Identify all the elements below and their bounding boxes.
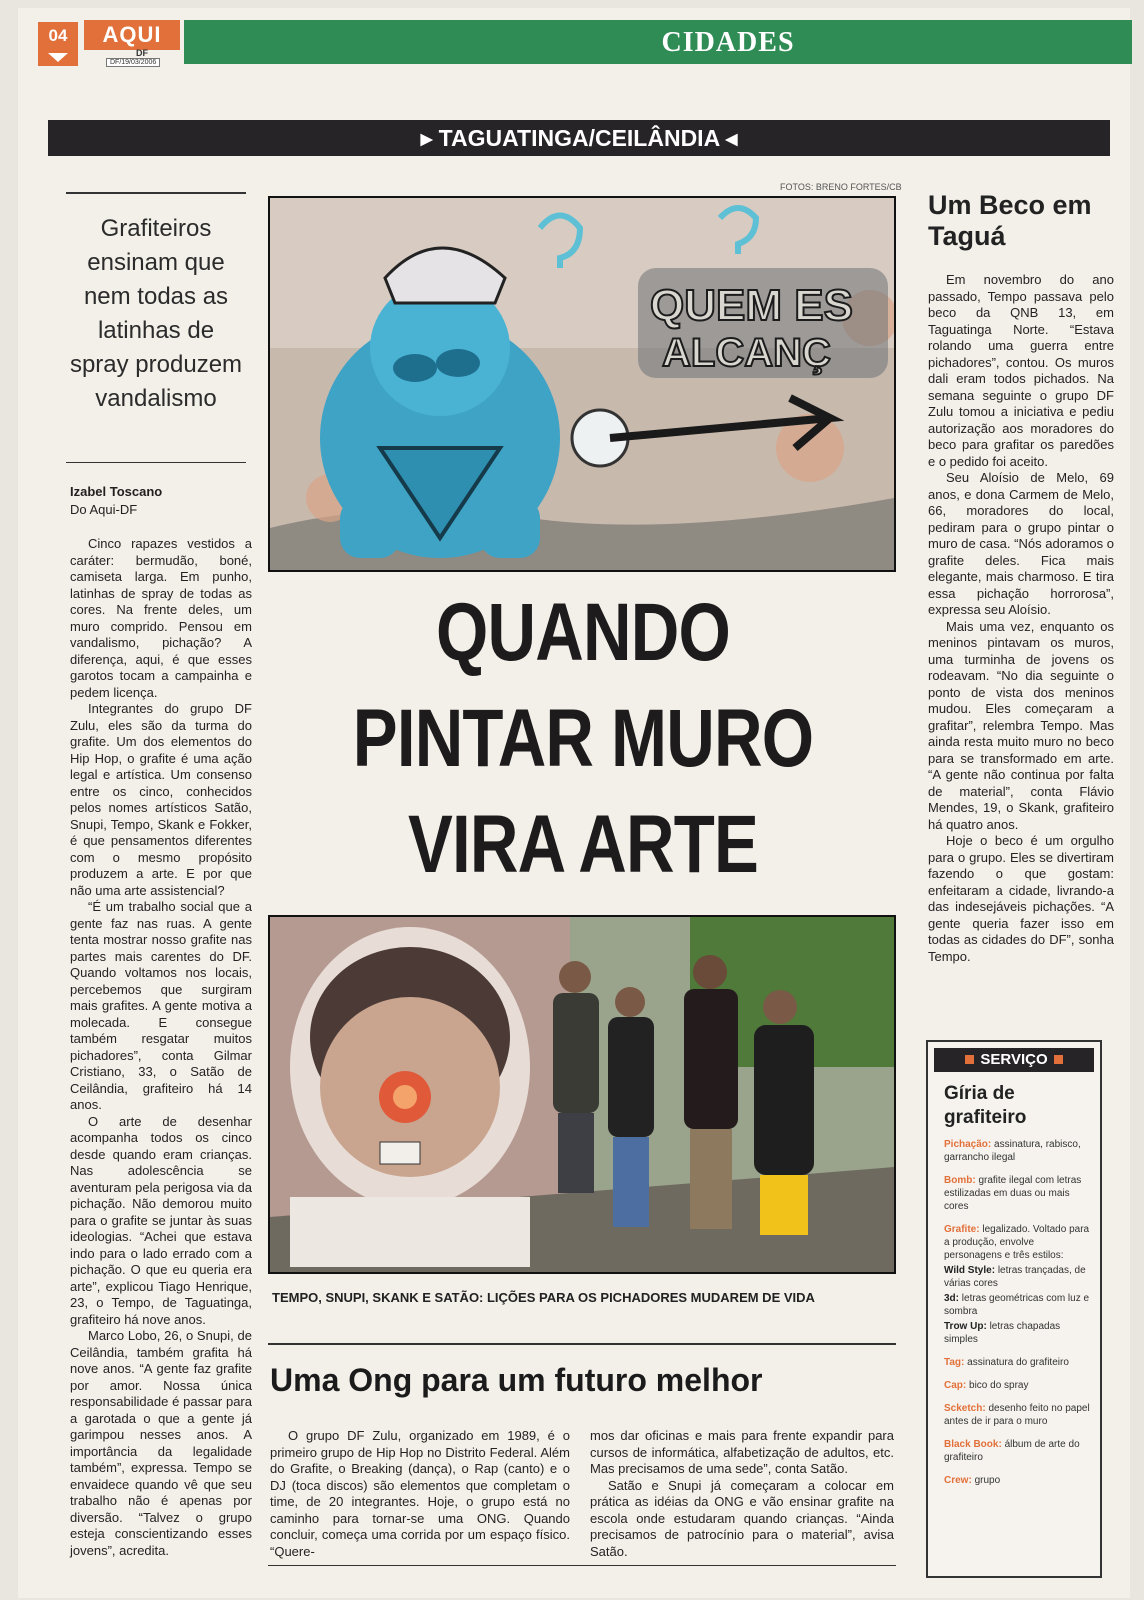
paragraph: Cinco rapazes vestidos a caráter: bermudão, boné, camiseta larga. Em punho, latinhas de spray de todas as cores. Na frente deles, um muro comprido. Pensou em vandalismo, pichação? A diferença, aqui, é que esses garotos tocam a campainha e pedem licença.: [70, 536, 252, 700]
logo-word: AQUI: [84, 20, 180, 50]
graffiti-text-1: QUEM ES: [650, 281, 853, 330]
headline-line: PINTAR MURO: [352, 693, 814, 784]
graffiti-photo: [268, 196, 896, 572]
glossary-definition: legalizado. Voltado para a produção, envolve personagens e três estilos:: [944, 1224, 1090, 1261]
bottom-col-2: [590, 1428, 894, 1560]
issue-date: DF/19/03/2006: [106, 58, 160, 67]
page-number-badge: [38, 22, 78, 66]
glossary-item: [944, 1174, 1094, 1213]
bottom-article-rule: [268, 1343, 896, 1345]
newspaper-logo: [84, 20, 180, 66]
glossary-item: [944, 1474, 1094, 1487]
paragraph: O arte de desenhar acompanha todos os cinco desde quando eram crianças. Nas adolescência se aventuram pela perigosa via da pichação. Não demorou muito para o grafite se juntar às suas ideologias. “Achei que estava indo para o lado errado com a pichação. O que eu queria era arte”, explicou Tiago Henrique, 23, o Tempo, de Taguatinga, grafiteiro há nove anos.: [70, 1113, 252, 1327]
graffiti-illustration: [270, 198, 894, 570]
glossary-item: [944, 1379, 1094, 1392]
glossary-list: [944, 1138, 1094, 1497]
glossary-definition: bico do spray: [969, 1380, 1029, 1391]
glossary-definition: grafite ilegal com letras estilizadas em duas ou mais cores: [944, 1175, 1082, 1212]
glossary-term: 3d:: [944, 1293, 959, 1304]
photo-caption: TEMPO, SNUPI, SKANK E SATÃO: LIÇÕES PARA OS PICHADORES MUDAREM DE VIDA: [272, 1290, 815, 1305]
logo-sub: DF: [136, 48, 148, 58]
servico-label: SERVIÇO: [980, 1051, 1048, 1068]
glossary-definition: letras trançadas, de várias cores: [944, 1265, 1086, 1289]
glossary-item: [944, 1264, 1094, 1290]
glossary-item: [944, 1320, 1094, 1346]
glossary-term: Black Book:: [944, 1439, 1002, 1450]
glossary-item: [944, 1292, 1094, 1318]
servico-tab: [934, 1048, 1094, 1072]
paragraph: O grupo DF Zulu, organizado em 1989, é o primeiro grupo de Hip Hop no Distrito Federal. Além do Grafite, o Breaking (dança), o Rap (canto) e o DJ (toca discos) são elementos que completam o time, de 20 integrantes. Hoje, o grupo está no caminho para tornar-se uma ONG. Quando concluir, começa uma corrida por um espaço físico. “Quere-: [270, 1428, 570, 1559]
glossary-definition: letras chapadas simples: [944, 1321, 1061, 1345]
square-icon: [965, 1055, 974, 1064]
page-number: 04: [48, 26, 68, 45]
article-deck: Grafiteiros ensinam que nem todas as latinhas de spray produzem vandalismo: [69, 215, 243, 412]
glossary-term: Scketch:: [944, 1403, 986, 1414]
glossary-term: Wild Style:: [944, 1265, 996, 1276]
bottom-end-rule: [268, 1565, 896, 1566]
glossary-item: [944, 1356, 1094, 1369]
paragraph: Marco Lobo, 26, o Snupi, de Ceilândia, também grafita há nove anos. “A gente faz grafite por amor. Nossa única responsabilidade é passar para a garotada o que a gente já garimpou nesses anos. A importância da legalidade também”, expressa. Tempo se envaidece quando vê que seu trabalho não é apenas por diversão. “Talvez o grupo esteja conscientizando esses jovens”, acredita.: [70, 1328, 252, 1558]
deck-bottom-rule: [66, 462, 246, 463]
glossary-item: [944, 1138, 1094, 1164]
paragraph: mos dar oficinas e mais para frente expandir para cursos de informática, alfabetização de adultos, etc. Mas precisamos de uma sede”, conta Satão.: [590, 1428, 894, 1476]
paragraph: Mais uma vez, enquanto os meninos pintavam os muros, uma turminha de jovens os rodeavam. “No dia seguinte o ponto de vista dos meninos mudou. Eles começaram a grafitar”, relembra Tempo. Mas ainda resta muito muro no beco para se transformado em arte. “A gente não continua por falta de material”, conta Flávio Mendes, 19, o Skank, grafiteiro há quatro anos.: [928, 618, 1114, 832]
section-header: [184, 20, 1132, 64]
paragraph: Integrantes do grupo DF Zulu, eles são da turma do grafite. Um dos elementos do Hip Hop, o grafite é uma ação legal e artística. Um consenso entre os cinco, conhecidos pelos nomes artísticos Satão, Snupi, Tempo, Skank e Fokker, é que pensamentos diferentes com o mesmo propósito produzem a arte. E por que não uma arte assistencial?: [70, 701, 252, 898]
glossary-definition: álbum de arte do grafiteiro: [944, 1439, 1080, 1463]
headline-line: VIRA ARTE: [407, 799, 758, 890]
paragraph: Seu Aloísio de Melo, 69 anos, e dona Carmem de Melo, 66, moradores do local, pediram para o grupo pintar o muro de casa. “Nós adoramos o grafite deles. Fica mais elegante, mais charmoso. E tira essa pichação horrorosa”, expressa seu Aloísio.: [928, 470, 1114, 617]
left-body-column: [70, 536, 252, 1559]
graffiti-text-2: ALCANÇ: [662, 331, 831, 375]
glossary-term: Cap:: [944, 1380, 967, 1391]
photo-credit: FOTOS: BRENO FORTES/CB: [780, 182, 902, 192]
glossary-term: Bomb:: [944, 1175, 976, 1186]
glossary-item: [944, 1402, 1094, 1428]
paragraph: Hoje o beco é um orgulho para o grupo. Eles se divertiram fazendo o que gostam: enfeitaram a cidade, livrando-a das indesejáveis pichações. “A gente queria fazer isso em todas as cidades do DF”, sonha Tempo.: [928, 833, 1114, 964]
glossary-item: [944, 1223, 1094, 1262]
bottom-headline: Uma Ong para um futuro melhor: [270, 1362, 763, 1398]
servico-box: [926, 1040, 1102, 1578]
glossary-definition: assinatura, rabisco, garrancho ilegal: [944, 1139, 1081, 1163]
square-icon: [1054, 1055, 1063, 1064]
glossary-definition: desenho feito no papel antes de ir para o muro: [944, 1403, 1090, 1427]
glossary-term: Crew:: [944, 1475, 972, 1486]
right-body-column: [928, 272, 1114, 965]
glossary-term: Grafite:: [944, 1224, 980, 1235]
deck-top-rule: [66, 192, 246, 194]
sidebar-headline: Um Beco em Taguá: [928, 190, 1092, 251]
glossary-term: Tag:: [944, 1357, 965, 1368]
glossary-item: [944, 1438, 1094, 1464]
glossary-term: Pichação:: [944, 1139, 992, 1150]
main-headline: [325, 580, 842, 898]
glossary-definition: letras geométricas com luz e sombra: [944, 1293, 1090, 1317]
paragraph: Satão e Snupi já começaram a colocar em prática as idéias da ONG e vão ensinar grafite na escola onde estudaram quando crianças. “Ainda precisamos de patrocínio para o material”, avisa Satão.: [590, 1477, 894, 1559]
servico-title: Gíria de grafiteiro: [944, 1083, 1027, 1128]
glossary-term: Trow Up:: [944, 1321, 987, 1332]
bottom-col-1: [270, 1428, 570, 1560]
group-illustration: [270, 917, 894, 1272]
glossary-definition: assinatura do grafiteiro: [967, 1357, 1069, 1368]
byline-source: Do Aqui-DF: [70, 502, 138, 517]
group-photo: [268, 915, 896, 1274]
byline-author: Izabel Toscano: [70, 484, 163, 499]
glossary-definition: grupo: [974, 1475, 1001, 1486]
paragraph: Em novembro do ano passado, Tempo passava pelo beco da QNB 13, em Taguatinga Norte. “Estava rolando uma guerra entre pichadores”, contou. Os muros dali eram todos pichados. Na semana seguinte o grupo DF Zulu tomou a iniciativa e pediu autorização aos moradores do beco para grafitar os paredões e o pedido foi aceito.: [928, 272, 1114, 469]
down-arrow-icon: [48, 53, 68, 62]
region-header: ▸ TAGUATINGA/CEILÂNDIA ◂: [48, 120, 1110, 156]
headline-line: QUANDO: [436, 587, 730, 678]
paragraph: “É um trabalho social que a gente faz nas ruas. A gente tenta mostrar nosso grafite nas partes mais carentes do DF. Quando voltamos nos locais, percebemos que surgiram mais grafites. A gente motiva a molecada. E consegue também resgatar muitos pichadores”, conta Gilmar Cristiano, 33, o Satão de Ceilândia, grafiteiro há 14 anos.: [70, 899, 252, 1112]
section-title: CIDADES: [661, 27, 795, 58]
